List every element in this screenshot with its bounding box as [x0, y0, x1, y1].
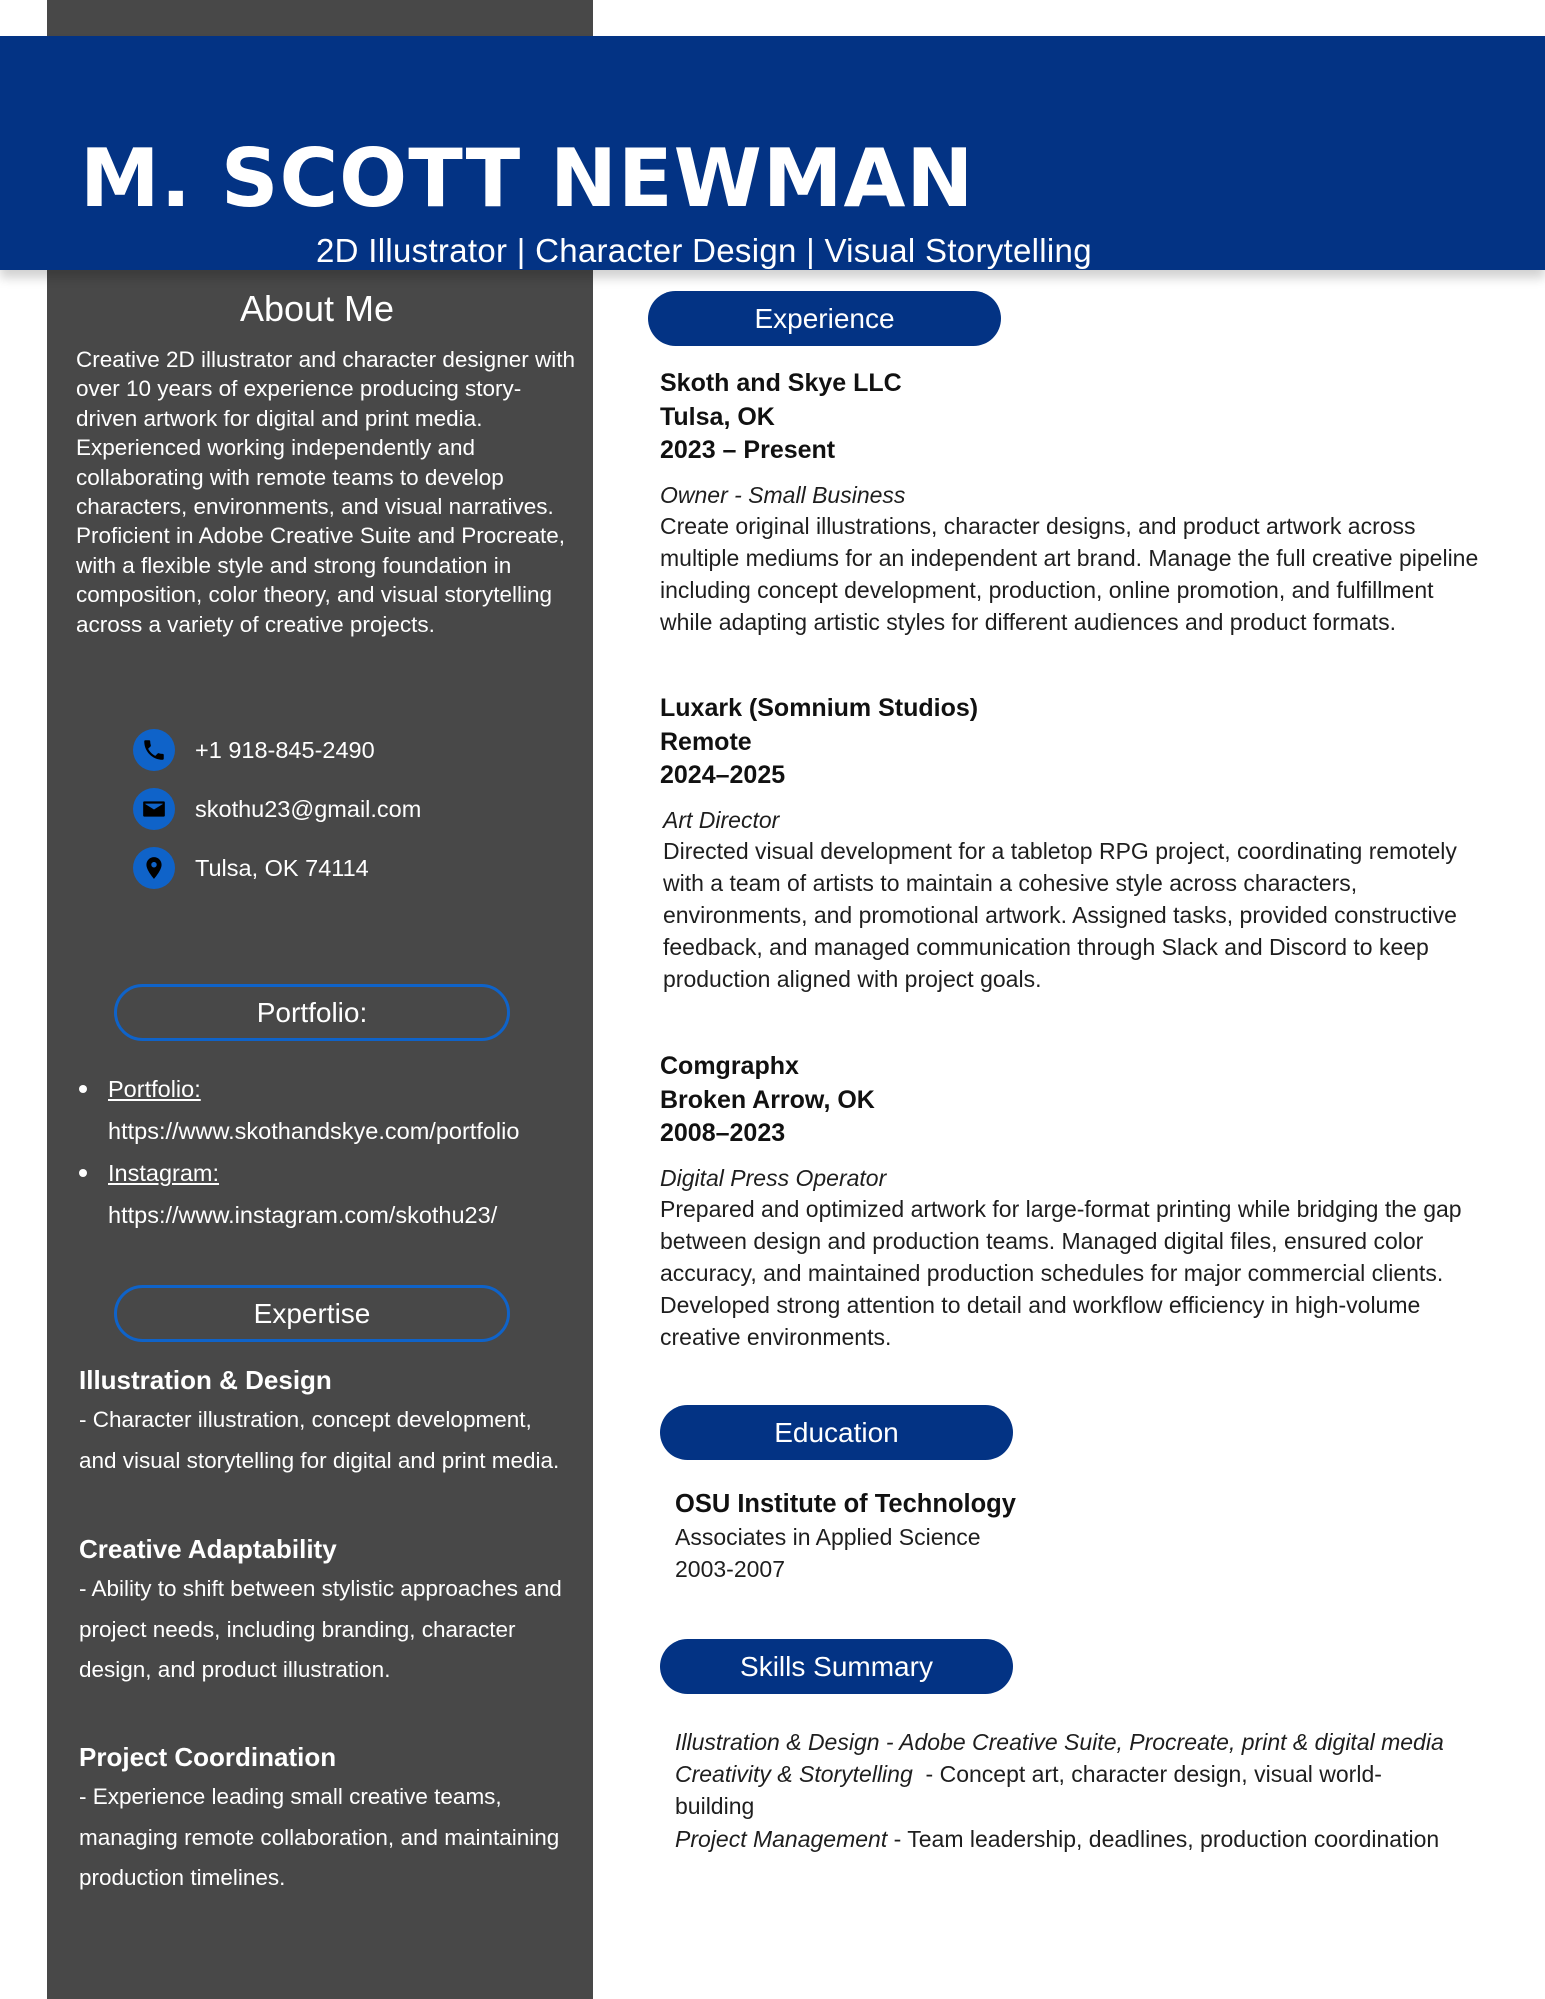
job-description: Create original illustrations, character designs, and product artwork across multiple mediums for an independent art brand. Manage the full creative pipeline including concept development, production, online promotion, and fulfillment while adapting artistic styles for different audiences and product formats.	[660, 512, 1479, 636]
contact-location-text: Tulsa, OK 74114	[195, 854, 369, 881]
job-location: Broken Arrow, OK	[660, 1085, 875, 1114]
job-role: Art Director	[663, 806, 780, 833]
job-entry	[660, 367, 1490, 638]
contact-location	[133, 846, 369, 890]
job-location: Tulsa, OK	[660, 402, 775, 431]
expertise-title: Project Coordination	[79, 1742, 337, 1772]
about-text: Creative 2D illustrator and character designer with over 10 years of experience producing story-driven artwork for digital and print media. Experienced working independently and collaborating with remote teams to develop characters, environments, and visual narratives. Proficient in Adobe Creative Suite and Procreate, with a flexible style and strong foundation in composition, color theory, and visual storytelling across a variety of creative projects.	[76, 347, 575, 637]
location-pin-icon	[133, 847, 175, 889]
education-school: OSU Institute of Technology	[675, 1490, 1016, 1518]
list-item	[72, 1152, 582, 1236]
job-description: Prepared and optimized artwork for large-format printing while bridging the gap between design and production teams. Managed digital files, ensured color accuracy, and maintained production schedules for major commercial clients. Developed strong attention to detail and workflow efficiency in high-volume creative environments.	[660, 1195, 1462, 1351]
expertise-title: Creative Adaptability	[79, 1534, 337, 1564]
expertise-text: - Ability to shift between stylistic approaches and project needs, including branding, character design, and product illustration.	[79, 1576, 562, 1682]
portfolio-heading: Portfolio:	[114, 984, 510, 1041]
skill-category: Creativity & Storytelling	[675, 1761, 913, 1788]
job-entry	[660, 692, 1490, 996]
contact-phone	[133, 728, 375, 772]
job-company: Skoth and Skye LLC	[660, 369, 902, 397]
portfolio-links	[72, 1068, 582, 1236]
skills-heading: Skills Summary	[660, 1639, 1013, 1694]
skill-detail: - Concept art, character design, visual world-building	[675, 1761, 1382, 1820]
job-role: Owner - Small Business	[660, 481, 906, 508]
job-role: Digital Press Operator	[660, 1164, 887, 1191]
contact-email-text[interactable]: skothu23@gmail.com	[195, 795, 422, 822]
expertise-item	[79, 1362, 569, 1481]
about-heading: About Me	[239, 288, 395, 329]
education-degree: Associates in Applied Science	[675, 1524, 981, 1550]
header-banner	[0, 36, 1545, 270]
expertise-title: Illustration & Design	[79, 1365, 332, 1395]
email-icon	[133, 788, 175, 830]
job-company: Comgraphx	[660, 1052, 799, 1080]
expertise-text: - Character illustration, concept development, and visual storytelling for digital and print media.	[79, 1407, 560, 1473]
job-dates: 2008–2023	[660, 1119, 786, 1147]
candidate-name: M. SCOTT NEWMAN	[80, 132, 975, 225]
skills-summary	[675, 1726, 1445, 1855]
skill-category: Illustration & Design - Adobe Creative Suite, Procreate, print & digital media	[675, 1729, 1444, 1755]
skill-detail: - Team leadership, deadlines, production coordination	[887, 1825, 1440, 1852]
education-years: 2003-2007	[675, 1556, 785, 1582]
portfolio-link-url[interactable]: https://www.skothandskye.com/portfolio	[108, 1118, 520, 1144]
job-dates: 2023 – Present	[660, 436, 836, 464]
job-description: Directed visual development for a tabletop RPG project, coordinating remotely with a team of artists to maintain a cohesive style across characters, environments, and promotional artwork. Assigned tasks, provided constructive feedback, and managed communication through Slack and Discord to keep production aligned with project goals.	[663, 837, 1457, 993]
job-location: Remote	[660, 727, 752, 756]
contact-phone-text: +1 918-845-2490	[195, 736, 375, 763]
instagram-link-url[interactable]: https://www.instagram.com/skothu23/	[108, 1202, 498, 1228]
expertise-item	[79, 1531, 569, 1691]
job-entry	[660, 1050, 1490, 1354]
job-company: Luxark (Somnium Studios)	[660, 694, 979, 722]
expertise-item	[79, 1739, 569, 1899]
expertise-text: - Experience leading small creative teams, managing remote collaboration, and maintaining production timelines.	[79, 1784, 560, 1890]
expertise-heading: Expertise	[114, 1285, 510, 1342]
job-dates: 2024–2025	[660, 761, 786, 789]
instagram-link-label[interactable]: Instagram:	[108, 1160, 220, 1186]
education-entry	[675, 1488, 1475, 1585]
tagline: 2D Illustrator | Character Design | Visual Storytelling	[316, 232, 1092, 269]
education-heading: Education	[660, 1405, 1013, 1460]
portfolio-link-label[interactable]: Portfolio:	[108, 1076, 201, 1102]
contact-email	[133, 787, 421, 831]
skill-category: Project Management	[675, 1825, 888, 1852]
phone-icon	[133, 729, 175, 771]
list-item	[72, 1068, 582, 1152]
experience-heading: Experience	[648, 291, 1001, 346]
